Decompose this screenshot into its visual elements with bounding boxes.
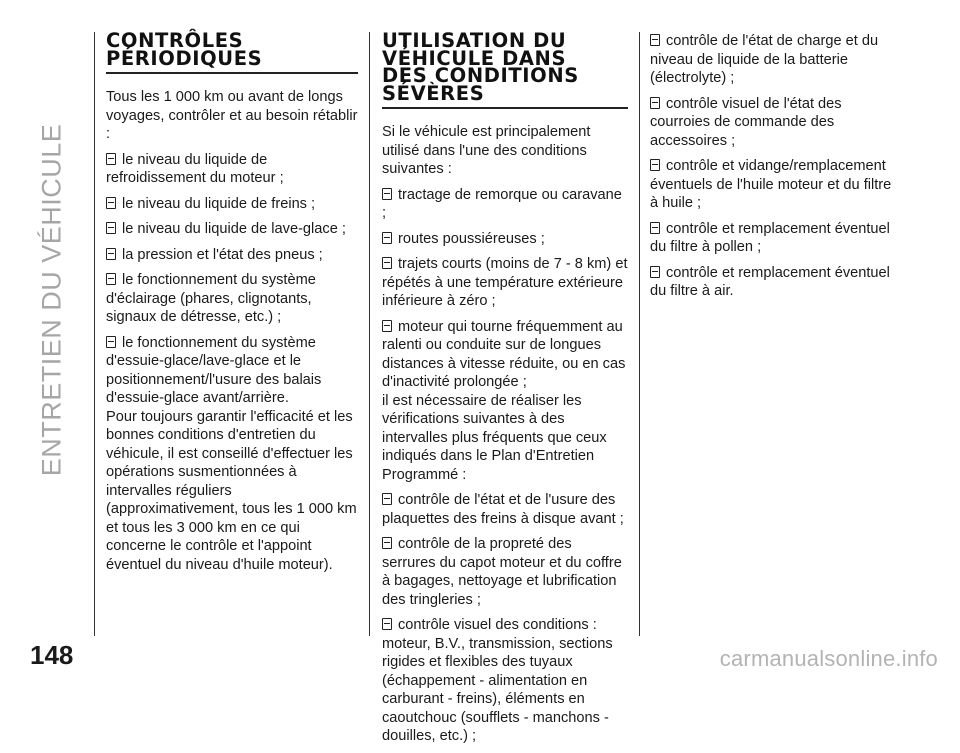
list-item: routes poussiéreuses ; <box>382 230 628 249</box>
page-number: 148 <box>30 640 74 670</box>
column-divider <box>369 32 370 636</box>
list-item: contrôle de la propreté des serrures du capot moteur et du coffre à bagages, nettoyage et lubrification des tringleries ; <box>382 536 622 608</box>
closing-paragraph: Pour toujours garantir l'efficacité et les bonnes conditions d'entretien du véhicule, il est conseillé d'effectuer les opérations susmentionnées à intervalles réguliers (approximativement, tous les 1 000 km et tous les 3 000 km en ce qui concerne le contrôle et l'appoint éventuel du niveau d'huile moteur). <box>106 408 357 573</box>
list-item: contrôle de l'état de charge et du niveau de liquide de la batterie (électrolyte) ; <box>650 33 879 86</box>
list-item: moteur qui tourne fréquemment au ralenti ou conduite sur de longues distances à vitesse réduite, ou en cas d'inactivité prolongée ; <box>382 318 626 390</box>
checkbox-bullet-icon <box>382 320 392 332</box>
checkbox-bullet-icon <box>106 197 116 209</box>
intro-paragraph: Si le véhicule est principalement utilisé dans l'une des conditions suivantes : <box>382 124 591 177</box>
list-item: contrôle visuel des conditions : moteur, B.V., transmission, sections rigides et flexibles des tuyaux (échappement - alimentation en carburant - freins), éléments en caoutchouc (soufflets - manchons - douilles, etc.) ; <box>382 617 613 744</box>
column-severe-conditions <box>382 29 628 753</box>
checkbox-bullet-icon <box>650 266 660 278</box>
column-periodic-checks <box>106 29 358 581</box>
middle-paragraph: il est nécessaire de réaliser les vérifications suivantes à des intervalles plus fréquents que ceux indiqués dans le Plan d'Entretien Programmé : <box>382 392 607 483</box>
list-item: contrôle de l'état et de l'usure des plaquettes des freins à disque avant ; <box>382 492 624 527</box>
checkbox-bullet-icon <box>382 493 392 505</box>
checkbox-bullet-icon <box>382 188 392 200</box>
checkbox-bullet-icon <box>382 257 392 269</box>
section-heading-periodic-checks: CONTRÔLES PÉRIODIQUES <box>106 32 358 74</box>
column-severe-checks-continued <box>650 32 894 308</box>
column-divider <box>94 32 95 636</box>
checkbox-bullet-icon <box>106 336 116 348</box>
list-item: contrôle et remplacement éventuel du filtre à pollen ; <box>650 220 890 255</box>
list-item: tractage de remorque ou caravane ; <box>382 186 622 221</box>
checkbox-bullet-icon <box>650 159 660 171</box>
checkbox-bullet-icon <box>650 97 660 109</box>
list-item: le niveau du liquide de lave-glace ; <box>106 220 358 239</box>
list-item: contrôle et remplacement éventuel du filtre à air. <box>650 264 890 299</box>
checkbox-bullet-icon <box>382 618 392 630</box>
list-item: la pression et l'état des pneus ; <box>106 246 358 265</box>
section-heading-severe-conditions: UTILISATION DU VÉHICULE DANS DES CONDITIONS SÉVÈRES <box>382 32 628 109</box>
list-item: trajets courts (moins de 7 - 8 km) et répétés à une température extérieure inférieure à zéro ; <box>382 256 628 309</box>
checkbox-bullet-icon <box>382 232 392 244</box>
column-divider <box>639 32 640 636</box>
list-item: contrôle visuel de l'état des courroies de commande des accessoires ; <box>650 95 842 149</box>
list-item: le fonctionnement du système d'éclairage (phares, clignotants, signaux de détresse, etc.) ; <box>106 272 316 325</box>
checkbox-bullet-icon <box>382 537 392 549</box>
checkbox-bullet-icon <box>106 273 116 285</box>
checkbox-bullet-icon <box>650 34 660 46</box>
intro-paragraph: Tous les 1 000 km ou avant de longs voyages, contrôler et au besoin rétablir : <box>106 89 358 142</box>
checkbox-bullet-icon <box>106 222 116 234</box>
list-item: contrôle et vidange/remplacement éventuels de l'huile moteur et du filtre à huile ; <box>650 158 892 211</box>
watermark: carmanualsonline.info <box>719 646 938 671</box>
list-item: le niveau du liquide de freins ; <box>106 195 358 214</box>
checkbox-bullet-icon <box>650 222 660 234</box>
checkbox-bullet-icon <box>106 248 116 260</box>
list-item: le niveau du liquide de refroidissement du moteur ; <box>106 151 284 186</box>
list-item: le fonctionnement du système d'essuie-glace/lave-glace et le positionnement/l'usure des balais d'essuie-glace avant/arrière. <box>106 334 322 406</box>
checkbox-bullet-icon <box>106 153 116 165</box>
